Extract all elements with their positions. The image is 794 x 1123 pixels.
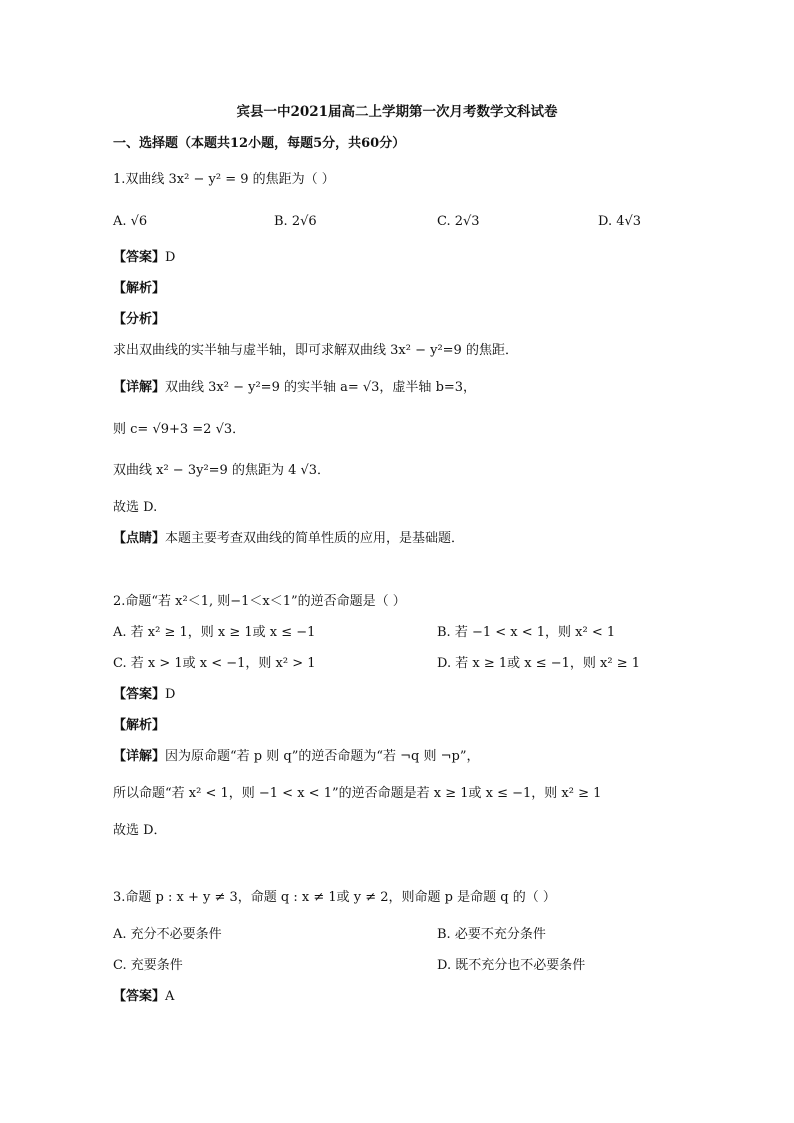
q1-option-d: D. 4√3	[598, 214, 642, 229]
q1-detail-label: 【详解】	[113, 380, 166, 395]
q2-detail-label: 【详解】	[113, 749, 166, 764]
page-title: 宾县一中2021届高二上学期第一次月考数学文科试卷	[236, 104, 558, 120]
q1-line-c: 则 c= √9+3 =2 √3．	[113, 422, 246, 437]
q2-detail-2: 所以命题“若 x² < 1，则 −1 < x < 1”的逆否命题是若 x ≥ 1或 x ≤ −1，则 x² ≥ 1	[113, 786, 602, 801]
q3-option-d: D. 既不充分也不必要条件	[437, 958, 586, 973]
q1-fenxi-text: 求出双曲线的实半轴与虚半轴，即可求解双曲线 3x² − y²=9 的焦距．	[113, 343, 518, 358]
q1-analysis-label: 【解析】	[113, 281, 166, 296]
q1-answer-label: 【答案】	[113, 250, 166, 265]
q3-answer-label: 【答案】	[113, 989, 166, 1004]
q1-option-b: B. 2√6	[274, 214, 317, 229]
q3-option-c: C. 充要条件	[113, 958, 183, 973]
q1-option-a: A. √6	[113, 214, 148, 229]
q2-answer-label: 【答案】	[113, 687, 166, 702]
q2-detail-text: 因为原命题“若 p 则 q”的逆否命题为“若 ¬q 则 ¬p”，	[165, 749, 480, 764]
q3-option-b: B. 必要不充分条件	[437, 927, 546, 942]
q2-option-b: B. 若 −1 < x < 1，则 x² < 1	[437, 625, 616, 640]
q3-answer	[113, 987, 174, 1007]
q3-stem: 3.命题 p : x + y ≠ 3，命题 q : x ≠ 1或 y ≠ 2，则命题 p 是命题 q 的（ ）	[113, 890, 556, 905]
q2-answer	[113, 685, 175, 705]
q1-comment-text: 本题主要考查双曲线的简单性质的应用，是基础题．	[165, 531, 465, 546]
q2-stem: 2.命题“若 x²＜1, 则−1＜x＜1”的逆否命题是（ ）	[113, 594, 406, 609]
q3-option-a: A. 充分不必要条件	[113, 927, 222, 942]
q2-analysis-label: 【解析】	[113, 718, 166, 733]
q2-option-d: D. 若 x ≥ 1或 x ≤ −1，则 x² ≥ 1	[437, 656, 641, 671]
q1-stem: 1.双曲线 3x² − y² = 9 的焦距为（ ）	[113, 172, 335, 187]
q2-conclusion: 故选 D．	[113, 823, 167, 838]
q1-comment-label: 【点睛】	[113, 531, 166, 546]
q1-conclusion: 故选 D.	[113, 500, 158, 515]
q2-answer-value: D	[165, 687, 176, 702]
q1-line-focal: 双曲线 x² − 3y²=9 的焦距为 4 √3．	[113, 463, 331, 478]
q2-option-a: A. 若 x² ≥ 1，则 x ≥ 1或 x ≤ −1	[113, 625, 316, 640]
q3-answer-value: A	[165, 989, 175, 1004]
q1-comment	[113, 529, 464, 549]
q2-detail	[113, 747, 479, 767]
q1-answer	[113, 248, 175, 268]
q1-detail-text: 双曲线 3x² − y²=9 的实半轴 a= √3，虚半轴 b=3，	[165, 380, 477, 395]
q1-answer-value: D	[165, 250, 176, 265]
q1-option-c: C. 2√3	[437, 214, 480, 229]
q1-detail	[113, 378, 476, 398]
section-heading: 一、选择题（本题共12小题，每题5分，共60分）	[113, 136, 406, 151]
q1-fenxi-label: 【分析】	[113, 312, 166, 327]
q2-option-c: C. 若 x > 1或 x < −1，则 x² > 1	[113, 656, 316, 671]
